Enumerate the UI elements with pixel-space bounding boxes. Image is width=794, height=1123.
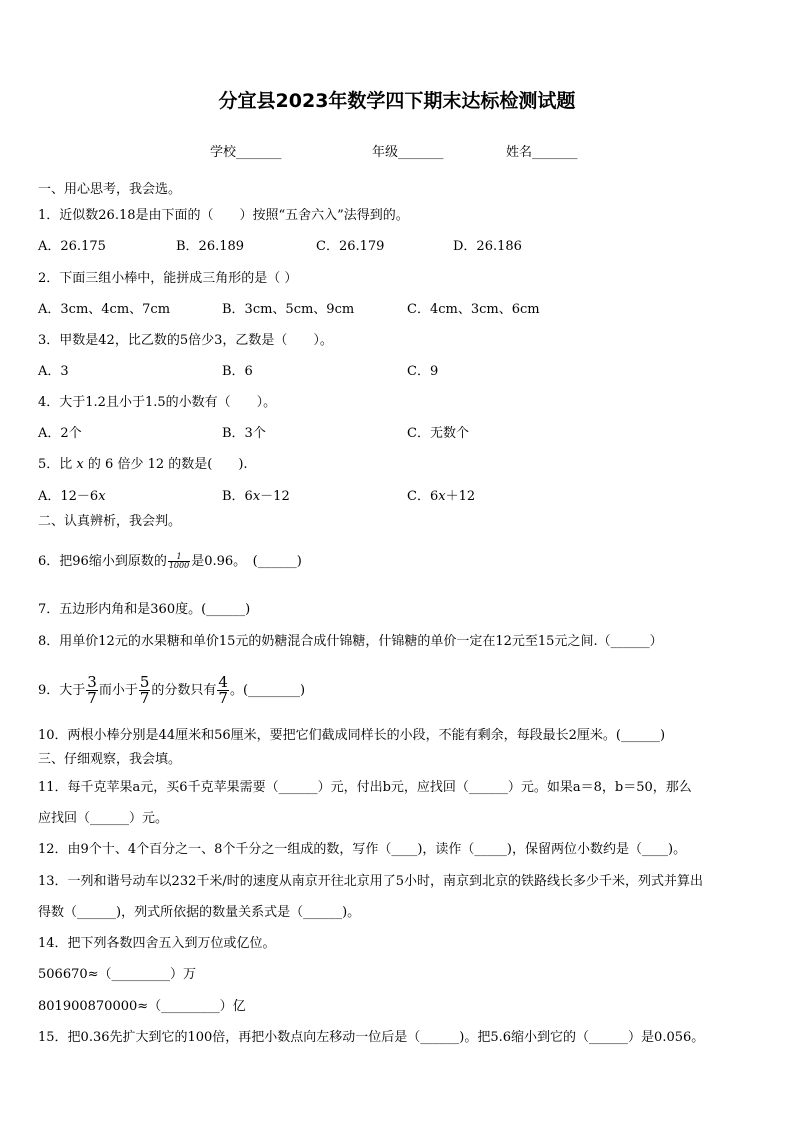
grade-field: 年级_______: [372, 145, 444, 160]
question-10: 10．两根小棒分别是44厘米和56厘米，要把它们截成同样长的小段，不能有剩余，每段最长2厘米。(______): [38, 728, 666, 743]
q5-variable: x: [76, 457, 84, 472]
q1-option-c: C．26.179: [316, 239, 385, 254]
q1-option-b: B．26.189: [176, 239, 245, 254]
page-title: 分宜县2023年数学四下期末达标检测试题: [218, 90, 576, 112]
q4-option-c: C．无数个: [407, 426, 469, 441]
question-1: 1．近似数26.18是由下面的（ ）按照“五舍六入”法得到的。: [38, 208, 409, 223]
question-3: 3．甲数是42，比乙数的5倍少3，乙数是（ ）。: [38, 333, 333, 348]
question-11-line-1: 11．每千克苹果a元，买6千克苹果需要（______）元，付出b元，应找回（______）元。如果a＝8，b＝50，那么: [38, 780, 692, 795]
q5-option-c: C．6x＋12: [407, 489, 476, 504]
question-14-item-a: 506670≈（_________）万: [38, 967, 197, 982]
q2-option-b: B．3cm、5cm、9cm: [222, 302, 355, 317]
q4-option-b: B．3个: [222, 426, 266, 441]
q9-fraction-1: $\frac{3}{7}$: [87, 673, 97, 707]
q5-option-b: B．6x－12: [222, 489, 290, 504]
section-3-heading: 三、仔细观察，我会填。: [38, 752, 182, 767]
name-field: 姓名_______: [506, 145, 578, 160]
q6-fraction: $\frac{1}{1000}$: [168, 552, 190, 570]
q1-option-a: A．26.175: [38, 239, 106, 254]
q5-text-pre: 5．比: [38, 457, 73, 472]
section-2-heading: 二、认真辨析，我会判。: [38, 514, 182, 529]
question-4: 4．大于1.2且小于1.5的小数有（ ）。: [38, 395, 277, 410]
question-11-line-2: 应找回（______）元。: [38, 811, 169, 826]
section-1-heading: 一、用心思考，我会选。: [38, 182, 182, 197]
question-2: 2．下面三组小棒中，能拼成三角形的是（ ）: [38, 271, 298, 286]
question-8: 8．用单价12元的水果糖和单价15元的奶糖混合成什锦糖，什锦糖的单价一定在12元至15元之间.（______）: [38, 634, 663, 649]
q5-text-post: 的 6 倍少 12 的数是( ).: [87, 457, 248, 472]
q5-option-a: A．12－6x: [38, 489, 106, 504]
school-field: 学校_______: [210, 145, 282, 160]
q3-option-a: A．3: [38, 364, 69, 379]
question-9: 9．大于 $\frac{3}{7}$ 而小于 $\frac{5}{7}$ 的分数只有 $\frac{4}{7}$ 。(________): [38, 673, 306, 707]
question-14: 14．把下列各数四舍五入到万位或亿位。: [38, 936, 276, 951]
q1-option-d: D．26.186: [453, 239, 522, 254]
question-13-line-2: 得数（______)，列式所依据的数量关系式是（______)。: [38, 905, 361, 920]
q9-fraction-3: $\frac{4}{7}$: [218, 673, 228, 707]
q3-option-c: C．9: [407, 364, 439, 379]
question-6: 6．把96缩小到原数的 $\frac{1}{1000}$ 是0.96。 (______): [38, 552, 302, 570]
q3-option-b: B．6: [222, 364, 253, 379]
q2-option-a: A．3cm、4cm、7cm: [38, 302, 171, 317]
question-13-line-1: 13．一列和谐号动车以232千米/时的速度从南京开往北京用了5小时，南京到北京的铁路线长多少千米，列式并算出: [38, 874, 704, 889]
question-7: 7．五边形内角和是360度。(______): [38, 602, 251, 617]
q2-option-c: C．4cm、3cm、6cm: [407, 302, 540, 317]
question-5: [38, 455, 248, 475]
q4-option-a: A．2个: [38, 426, 82, 441]
q9-fraction-2: $\frac{5}{7}$: [139, 673, 150, 707]
question-15: 15．把0.36先扩大到它的100倍，再把小数点向左移动一位后是（______)。把5.6缩小到它的（______）是0.056。: [38, 1030, 705, 1045]
question-12: 12．由9个十、4个百分之一、8个千分之一组成的数，写作（____)，读作（_____)，保留两位小数约是（____)。: [38, 842, 687, 857]
question-14-item-b: 801900870000≈（_________）亿: [38, 999, 246, 1014]
